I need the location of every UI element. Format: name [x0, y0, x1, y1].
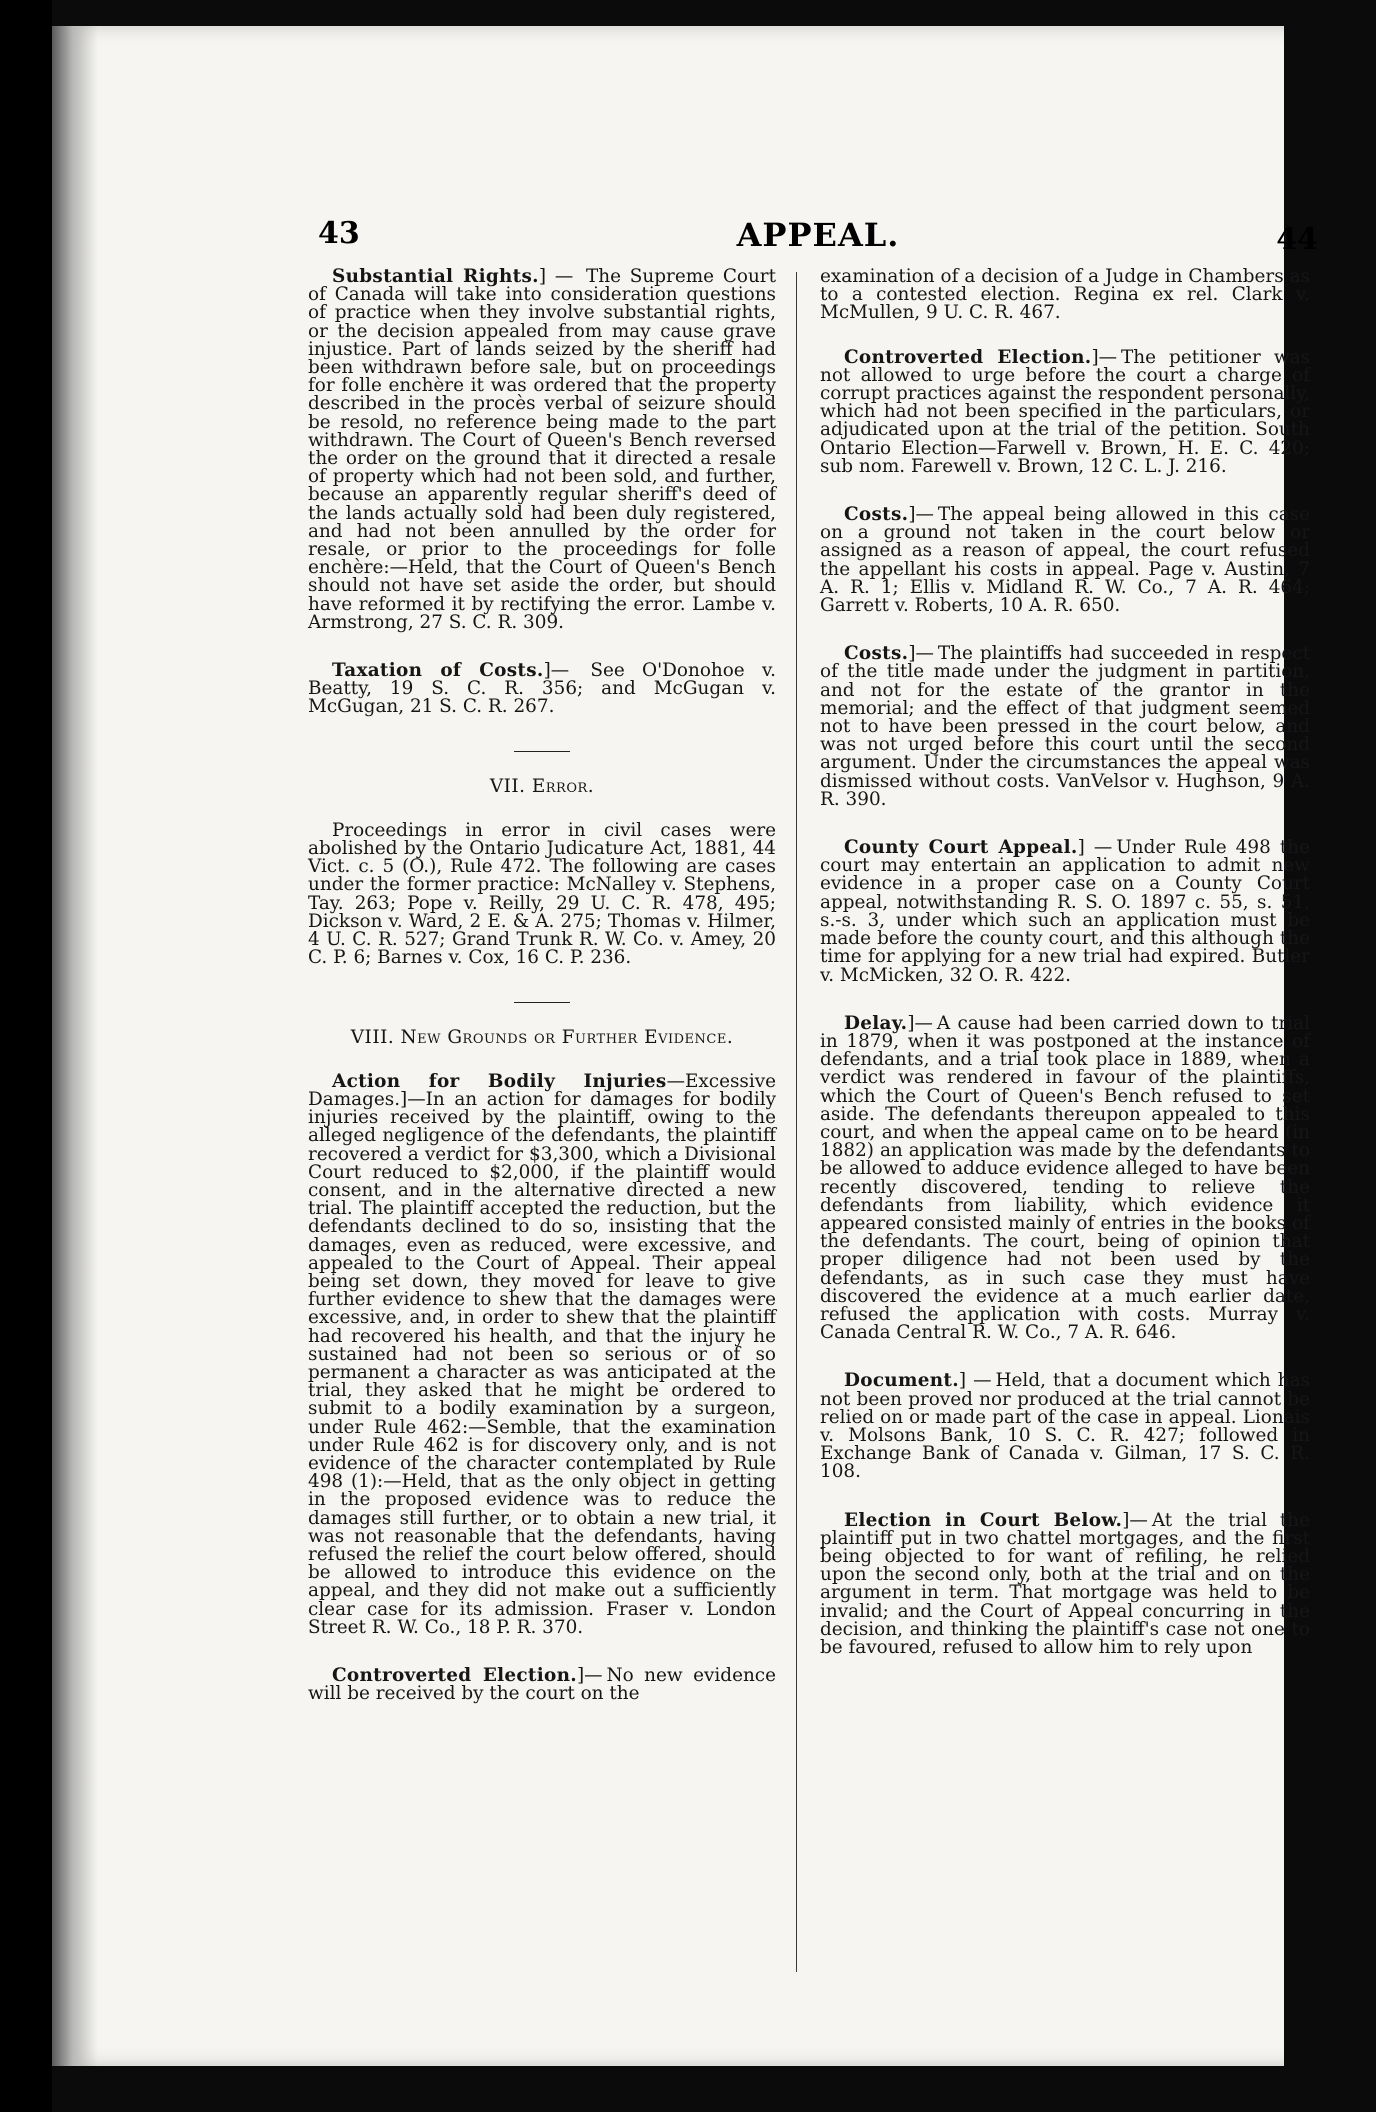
entry-heading: Costs.: [844, 643, 909, 665]
entry-controverted-election: [308, 1667, 776, 1703]
entry-body: Held, that a document which has not been proved nor produced at the trial cannot be relied on or made part of the case in appeal. Lionais v. Molsons Bank, 10 S. C. R. 427; followed in Exchange Bank of Canada v. Gilman, 17 S. C. R. 108.: [820, 1370, 1310, 1483]
error-paragraph: Proceedings in error in civil cases were abolished by the Ontario Judicature Act, 1881, 44 Vict. c. 5 (O.), Rule 472. The following are cases under the former practice: McNalley v. Stephens, Tay. 263; Pope v. Reilly, 29 U. C. R. 478, 495; Dickson v. Ward, 2 E. & A. 275; Thomas v. Hilmer, 4 U. C. R. 527; Grand Trunk R. W. Co. v. Amey, 20 C. P. 6; Barnes v. Cox, 16 C. P. 236.: [308, 819, 776, 969]
entry-heading: Substantial Rights.: [332, 266, 539, 287]
entry-separator: ]—: [543, 660, 570, 682]
entry-delay: [820, 1012, 1310, 1344]
entry-election-in-court-below: [820, 1509, 1310, 1658]
continued-paragraph: examination of a decision of a Judge in Chambers as to a contested election. Regina ex rel. Clark v. McMullen, 9 U. C. R. 467.: [820, 266, 1310, 324]
entry-separator: ]—: [907, 1012, 933, 1034]
entry-separator: ]—: [576, 1665, 603, 1686]
entry-body: The petitioner was not allowed to urge before the court a charge of corrupt practices against the respondent personally, which had not been specified in the particulars, or adjudicated upon at the trial of the petition. South Ontario Election—Farwell v. Brown, H. E. C. 420; sub nom. Farewell v. Brown, 12 C. L. J. 216.: [820, 346, 1310, 477]
entry-separator: ]—: [1091, 346, 1118, 368]
entry-heading: Document.: [844, 1370, 959, 1392]
section-heading-vii: VII. Error.: [489, 775, 595, 797]
running-title: APPEAL.: [736, 216, 900, 254]
entry-heading: County Court Appeal.: [844, 837, 1078, 859]
entry-heading: Controverted Election.: [844, 346, 1092, 368]
entry-heading: Costs.: [844, 504, 909, 526]
entry-separator: ]—: [908, 504, 934, 526]
entry-body: Excessive Damages.]—In an action for damages for bodily injuries received by the plaintiff, owing to the alleged negligence of the defendants, the plaintiff recovered a verdict for $3,300, which a Divisional Court reduced to $2,000, if the plaintiff would consent, and in the alternative directed a new trial. The plaintiff accepted the reduction, but the defendants declined to do so, insisting that the damages, even as reduced, were excessive, and appealed to the Court of Appeal. Their appeal being set down, they moved for leave to give further evidence to shew that the damages were excessive, and, in order to shew that the plaintiff had recovered his health, and that the injury he sustained had not been so serious or of so permanent a character as was anticipated at the trial, they asked that he might be ordered to submit to a bodily examination by a surgeon, under Rule 462:—Semble, that the examination under Rule 462 is for discovery only, and is not evidence of the character contemplated by Rule 498 (1):—Held, that as the only object in getting in the proposed evidence was to reduce the damages still further, or to obtain a new trial, it was not reasonable that the defendants, having refused the relief the court below offered, should be allowed to introduce this evidence on the appeal, and they did not make out a sufficiently clear case for its admission. Fraser v. London Street R. W. Co., 18 P. R. 370.: [308, 1070, 776, 1638]
entry-separator: ]—: [1122, 1509, 1148, 1531]
entry-separator: ] —: [958, 1370, 992, 1392]
section-rule: [514, 751, 570, 752]
running-header: [318, 216, 1318, 256]
entry-heading: Election in Court Below.: [844, 1509, 1123, 1531]
entry-body: The Supreme Court of Canada will take into consideration questions of practice when they involve substantial rights, or the decision appealed from may cause grave injustice. Part of lands seized by the sheriff had been withdrawn before sale, but on proceedings for folle enchère it was ordered that the property described in the procès verbal of seizure should be resold, no reference being made to the part withdrawn. The Court of Queen's Bench reversed the order on the ground that it directed a resale of property which had not been sold, and further, because an apparently regular sheriff's deed of the lands actually sold had been duly registered, and had not been annulled by the order for resale, or prior to the proceedings for folle enchère:—Held, that the Court of Queen's Bench should not have set aside the order, but should have reformed it by rectifying the error. Lambe v. Armstrong, 27 S. C. R. 309.: [308, 266, 776, 633]
section-heading-viii: VIII. New Grounds or Further Evidence.: [350, 1026, 734, 1048]
page-number-left: 43: [318, 216, 360, 251]
entry-county-court-appeal: [820, 839, 1310, 985]
entry-heading: Delay.: [844, 1012, 908, 1034]
page-gutter-shadow: [52, 26, 98, 2066]
entry-body: At the trial the plaintiff put in two chattel mortgages, and the first being objected to for want of refiling, he relied upon the second only, both at the trial and on the argument in term. That mortgage was held to be invalid; and the Court of Appeal concurring in the decision, and thinking the plaintiff's case not one to be favoured, refused to allow him to rely upon: [820, 1509, 1310, 1658]
entry-body: The plaintiffs had succeeded in respect of the title made under the judgment in partition, and not for the estate of the grantor in the memorial; and the effect of that judgment seemed not to have been pressed in the court below, and was not urged before this court until the second argument. Under the circumstances the appeal was dismissed without costs. VanVelsor v. Hughson, 9 A. R. 390.: [820, 643, 1310, 810]
entry-costs: [820, 645, 1310, 809]
entry-controverted-election: [820, 346, 1310, 477]
page-number-right: 44: [1276, 222, 1318, 257]
entry-substantial-rights: [308, 268, 776, 632]
entry-taxation-of-costs: [308, 662, 776, 717]
section-rule: [514, 1002, 570, 1003]
entry-separator: ] —: [538, 266, 574, 287]
scan-left-border: [0, 0, 52, 2112]
entry-body: See O'Donohoe v. Beatty, 19 S. C. R. 356; and McGugan v. McGugan, 21 S. C. R. 267.: [308, 660, 777, 718]
entry-heading: Taxation of Costs.: [332, 660, 544, 682]
entry-body: Under Rule 498 the court may entertain an application to admit new evidence in a proper case on a County Court appeal, notwithstanding R. S. O. 1897 c. 55, s. 51, s.-s. 3, under which such an application must be made before the county court, and this although the time for applying for a new trial had expired. Butler v. McMicken, 32 O. R. 422.: [820, 837, 1310, 986]
column-divider: [796, 272, 797, 1972]
right-column: [820, 268, 1310, 1687]
entry-heading: Action for Bodily Injuries: [332, 1070, 667, 1092]
entry-separator: —: [666, 1070, 685, 1092]
entry-body: The appeal being allowed in this case on a ground not taken in the court below or assigned as a reason of appeal, the court refused the appellant his costs in appeal. Page v. Austin, 7 A. R. 1; Ellis v. Midland R. W. Co., 7 A. R. 464; Garrett v. Roberts, 10 A. R. 650.: [820, 504, 1310, 617]
entry-heading: Controverted Election.: [332, 1665, 577, 1686]
entry-costs: [820, 506, 1310, 615]
entry-body: No new evidence will be received by the court on the: [308, 1665, 776, 1705]
entry-body: A cause had been carried down to trial in 1879, when it was postponed at the instance of defendants, and a trial took place in 1889, when a verdict was rendered in favour of the plaintiffs, which the Court of Queen's Bench refused to set aside. The defendants thereupon appealed to this court, and when the appeal came on to be heard (in 1882) an application was made by the defendants to be allowed to adduce evidence alleged to have been recently discovered, tending to relieve the defendants from liability, which evidence it appeared consisted mainly of entries in the books of the defendants. The court, being of opinion that proper diligence had not been used by the defendants, as in such case they must have discovered the evidence at a much earlier date, refused the application with costs. Murray v. Canada Central R. W. Co., 7 A. R. 646.: [820, 1012, 1310, 1344]
entry-separator: ]—: [908, 643, 934, 665]
entry-action-bodily-injuries: [308, 1070, 776, 1638]
entry-separator: ] —: [1077, 837, 1113, 859]
left-column: [308, 268, 776, 1733]
entry-document: [820, 1372, 1310, 1481]
